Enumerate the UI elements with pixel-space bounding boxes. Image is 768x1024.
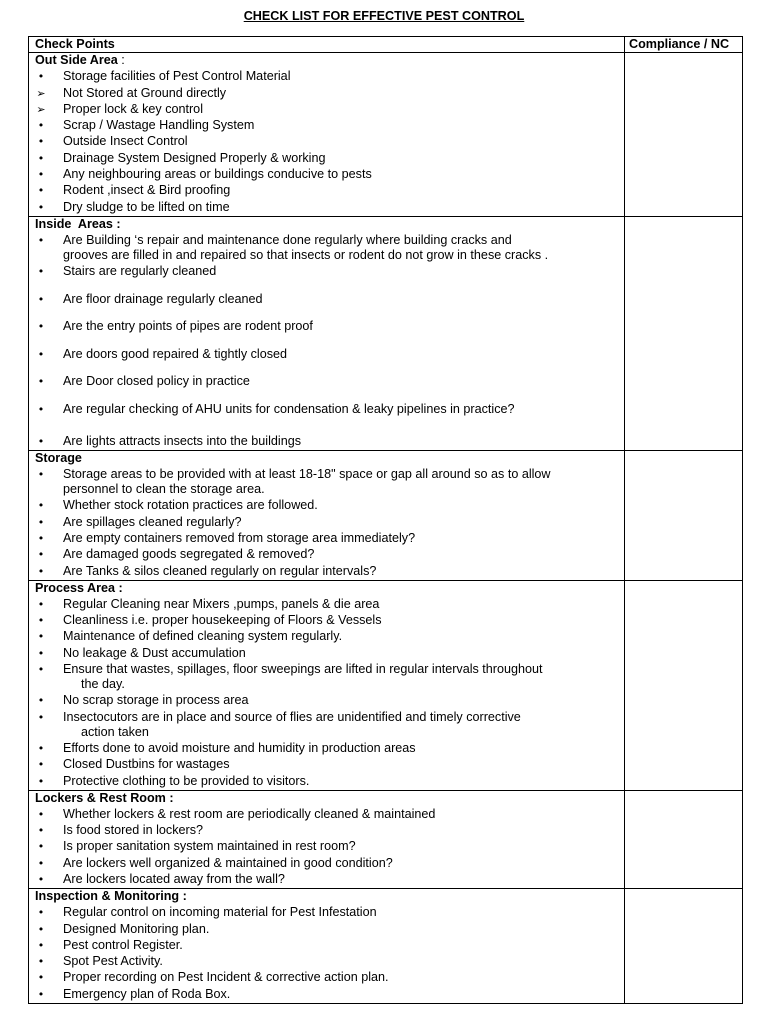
item-text: Outside Insect Control	[63, 134, 188, 149]
item-text: Are Door closed policy in practice	[63, 374, 250, 389]
item-text: Storage facilities of Pest Control Material	[63, 69, 291, 84]
item-text: Efforts done to avoid moisture and humidity in production areas	[63, 740, 416, 755]
checklist-item	[35, 434, 624, 449]
checklist-item	[35, 531, 624, 546]
checklist-item	[35, 872, 624, 887]
bullet-icon: •	[37, 630, 45, 644]
bullet-icon: •	[37, 663, 45, 677]
compliance-cell[interactable]	[625, 889, 743, 1004]
item-text: Spot Pest Activity.	[63, 954, 163, 969]
item-text: Maintenance of defined cleaning system regularly.	[63, 629, 343, 644]
section-title	[35, 53, 624, 68]
checklist-item	[35, 264, 624, 279]
compliance-cell[interactable]	[625, 216, 743, 450]
bullet-icon: •	[37, 151, 45, 165]
checklist-item	[35, 151, 624, 166]
bullet-icon: •	[37, 614, 45, 628]
section-title: Storage	[35, 450, 82, 465]
bullet-icon: •	[37, 320, 45, 334]
checklist-item	[35, 987, 624, 1002]
checklist-item	[35, 856, 624, 871]
item-text: Are lockers located away from the wall?	[63, 872, 285, 886]
item-text: Dry sludge to be lifted on time	[63, 199, 230, 214]
item-text: Are lockers well organized & maintained in good condition?	[63, 855, 393, 870]
bullet-icon: •	[37, 824, 45, 838]
section-cell	[29, 889, 625, 1004]
bullet-icon: •	[37, 597, 45, 611]
item-text: Ensure that wastes, spillages, floor sweepings are lifted in regular intervals throughout	[63, 662, 543, 677]
checklist-item	[35, 233, 624, 263]
section-cell	[29, 53, 625, 217]
bullet-icon: •	[37, 694, 45, 708]
compliance-cell[interactable]	[625, 450, 743, 580]
check-points-header: Check Points	[29, 37, 625, 53]
item-text: Emergency plan of Roda Box.	[63, 986, 231, 1001]
checklist-table	[28, 36, 743, 1004]
checklist-item	[35, 347, 624, 362]
bullet-icon: •	[37, 265, 45, 279]
item-text: Scrap / Wastage Handling System	[63, 118, 255, 133]
item-text: Are regular checking of AHU units for condensation & leaky pipelines in practice?	[63, 401, 515, 416]
section-row-inspection-monitoring	[29, 889, 743, 1004]
bullet-icon: •	[37, 873, 45, 886]
checklist-item	[35, 167, 624, 182]
bullet-icon: •	[37, 402, 45, 416]
item-text: No leakage & Dust accumulation	[63, 645, 246, 660]
checklist-item	[35, 710, 624, 740]
item-text: Is food stored in lockers?	[63, 823, 204, 838]
bullet-icon: •	[37, 168, 45, 182]
checklist-item	[35, 741, 624, 756]
checklist-item	[35, 597, 624, 612]
item-text: Pest control Register.	[63, 937, 183, 952]
checklist-item	[35, 118, 624, 133]
item-text: Whether stock rotation practices are followed.	[63, 498, 318, 513]
checklist-item	[35, 319, 624, 334]
item-text: Not Stored at Ground directly	[63, 85, 227, 100]
item-text: Rodent ,insect & Bird proofing	[63, 183, 231, 198]
section-row-inside-areas	[29, 216, 743, 450]
bullet-icon: •	[37, 906, 45, 920]
section-row-storage	[29, 450, 743, 580]
bullet-icon: •	[37, 938, 45, 952]
bullet-icon: •	[37, 119, 45, 133]
document-title: CHECK LIST FOR EFFECTIVE PEST CONTROL	[243, 9, 525, 23]
item-text: No scrap storage in process area	[63, 693, 249, 708]
item-text-continuation: the day.	[81, 677, 125, 692]
item-text: Is proper sanitation system maintained in rest room?	[63, 839, 356, 854]
checklist-item	[35, 200, 624, 215]
checklist-item	[35, 498, 624, 513]
item-text: Are empty containers removed from storage area immediately?	[63, 530, 416, 545]
checklist-item	[35, 102, 624, 117]
checklist-item	[35, 807, 624, 822]
bullet-icon: •	[37, 840, 45, 854]
section-title-text: Out Side Area	[35, 53, 118, 67]
checklist-item	[35, 183, 624, 198]
item-text: Stairs are regularly cleaned	[63, 264, 217, 279]
checklist-item	[35, 629, 624, 644]
checklist-item	[35, 970, 624, 985]
item-text: Are spillages cleaned regularly?	[63, 514, 242, 529]
item-text: Designed Monitoring plan.	[63, 921, 210, 936]
item-text: Are the entry points of pipes are rodent proof	[63, 319, 313, 334]
item-text: Protective clothing to be provided to visitors.	[63, 773, 310, 788]
bullet-icon: •	[37, 710, 45, 724]
checklist-item	[35, 823, 624, 838]
item-text: Are Building ‘s repair and maintenance done regularly where building cracks and	[63, 232, 512, 247]
section-cell	[29, 790, 625, 888]
item-text: Cleanliness i.e. proper housekeeping of Floors & Vessels	[63, 613, 382, 628]
section-row-process-area	[29, 580, 743, 790]
bullet-icon: •	[37, 741, 45, 755]
item-text: Proper recording on Pest Incident & corrective action plan.	[63, 970, 389, 985]
bullet-icon: •	[37, 135, 45, 149]
checklist-item	[35, 292, 624, 307]
compliance-cell[interactable]	[625, 53, 743, 217]
bullet-icon: •	[37, 468, 45, 482]
checklist-item	[35, 69, 624, 84]
section-cell	[29, 580, 625, 790]
item-text: Drainage System Designed Properly & working	[63, 150, 326, 165]
section-title: Inside Areas :	[35, 216, 121, 231]
item-text: Regular control on incoming material for Pest Infestation	[63, 905, 377, 920]
section-cell	[29, 450, 625, 580]
item-text: Insectocutors are in place and source of flies are unidentified and timely corrective	[63, 709, 521, 724]
item-text: Are Tanks & silos cleaned regularly on regular intervals?	[63, 563, 377, 578]
item-text: Storage areas to be provided with at least 18-18" space or gap all around so as to allow	[63, 467, 551, 482]
item-text-continuation: personnel to clean the storage area.	[63, 482, 265, 497]
item-text: Are floor drainage regularly cleaned	[63, 291, 263, 306]
bullet-icon: •	[37, 434, 45, 448]
checklist-item	[35, 134, 624, 149]
section-title: Process Area :	[35, 580, 123, 595]
checklist-item	[35, 86, 624, 101]
bullet-icon: •	[37, 233, 45, 247]
bullet-icon: •	[37, 774, 45, 788]
arrow-bullet-icon: ➢	[36, 86, 46, 100]
checklist-item	[35, 662, 624, 692]
bullet-icon: •	[37, 292, 45, 306]
item-text: Are lights attracts insects into the buildings	[63, 433, 302, 448]
checklist-item	[35, 774, 624, 789]
checklist-item	[35, 693, 624, 708]
bullet-icon: •	[37, 971, 45, 985]
bullet-icon: •	[37, 564, 45, 578]
checklist-item	[35, 564, 624, 579]
checklist-item	[35, 374, 624, 389]
checklist-item	[35, 954, 624, 969]
checklist-item	[35, 905, 624, 920]
item-text: Regular Cleaning near Mixers ,pumps, panels & die area	[63, 596, 380, 611]
bullet-icon: •	[37, 70, 45, 84]
bullet-icon: •	[37, 758, 45, 772]
section-cell	[29, 216, 625, 450]
checklist-item	[35, 547, 624, 562]
arrow-bullet-icon: ➢	[36, 102, 46, 116]
bullet-icon: •	[37, 499, 45, 513]
bullet-icon: •	[37, 375, 45, 389]
bullet-icon: •	[37, 955, 45, 969]
table-header-row	[29, 37, 743, 53]
item-text: Are damaged goods segregated & removed?	[63, 547, 315, 562]
bullet-icon: •	[37, 200, 45, 214]
bullet-icon: •	[37, 987, 45, 1001]
bullet-icon: •	[37, 184, 45, 198]
checklist-item	[35, 938, 624, 953]
bullet-icon: •	[37, 548, 45, 562]
bullet-icon: •	[37, 347, 45, 361]
item-text: Proper lock & key control	[63, 101, 203, 116]
section-title: Inspection & Monitoring :	[35, 889, 187, 903]
item-text: Whether lockers & rest room are periodically cleaned & maintained	[63, 806, 436, 821]
checklist-item	[35, 922, 624, 937]
checklist-item	[35, 839, 624, 854]
section-row-outside-area	[29, 53, 743, 217]
checklist-item	[35, 515, 624, 530]
compliance-header: Compliance / NC	[625, 37, 743, 53]
checklist-item	[35, 613, 624, 628]
item-text-continuation: action taken	[81, 724, 149, 739]
section-title: Lockers & Rest Room :	[35, 790, 174, 805]
bullet-icon: •	[37, 531, 45, 545]
bullet-icon: •	[37, 856, 45, 870]
section-row-lockers-rest-room	[29, 790, 743, 888]
checklist-item	[35, 467, 624, 497]
bullet-icon: •	[37, 515, 45, 529]
item-text: Are doors good repaired & tightly closed	[63, 346, 288, 361]
bullet-icon: •	[37, 646, 45, 660]
bullet-icon: •	[37, 807, 45, 821]
section-title-suffix: :	[117, 53, 125, 67]
compliance-cell[interactable]	[625, 790, 743, 888]
compliance-cell[interactable]	[625, 580, 743, 790]
checklist-item	[35, 402, 624, 417]
checklist-item	[35, 646, 624, 661]
item-text-continuation: grooves are filled in and repaired so that insects or rodent do not grow in these cracks .	[63, 247, 549, 262]
checklist-item	[35, 757, 624, 772]
bullet-icon: •	[37, 922, 45, 936]
item-text: Any neighbouring areas or buildings conducive to pests	[63, 167, 372, 182]
item-text: Closed Dustbins for wastages	[63, 757, 230, 772]
